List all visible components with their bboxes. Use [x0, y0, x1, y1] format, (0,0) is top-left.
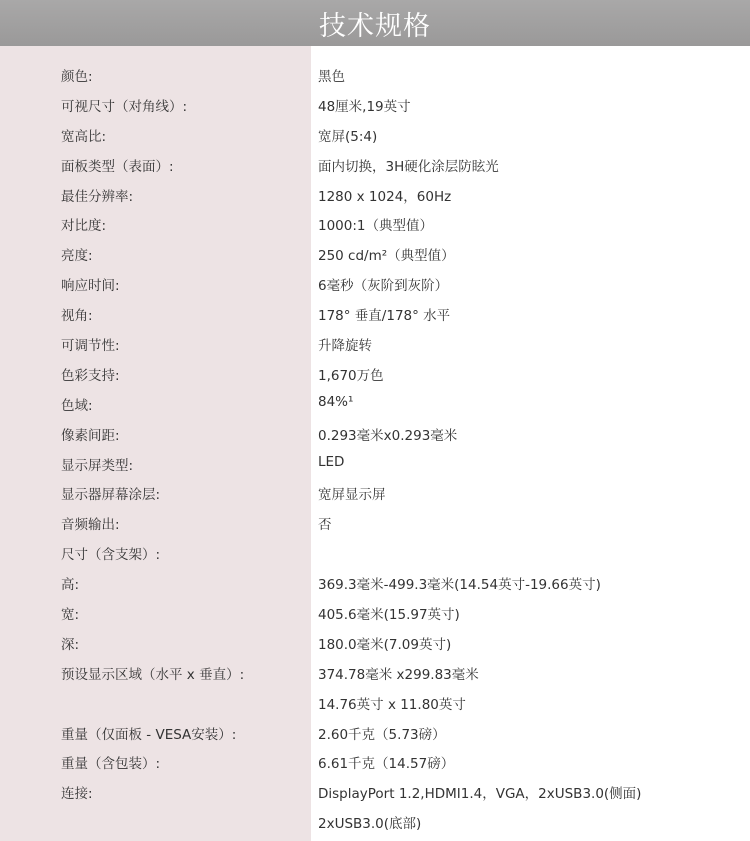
spec-value: 否 — [318, 517, 332, 534]
spec-label: 亮度: — [61, 248, 93, 265]
spec-label: 宽: — [61, 607, 80, 624]
spec-value: 2xUSB3.0(底部) — [318, 816, 422, 833]
spec-row — [0, 567, 750, 597]
spec-row — [0, 627, 750, 657]
header-bar — [0, 0, 750, 46]
spec-label: 深: — [61, 636, 80, 653]
spec-label: 预设显示区域（水平 x 垂直）: — [61, 666, 245, 683]
spec-label: 色域: — [61, 397, 93, 414]
spec-value: 374.78毫米 x299.83毫米 — [318, 666, 479, 683]
spec-value: 84%¹ — [318, 393, 354, 410]
spec-row — [0, 806, 750, 836]
spec-value: 48厘米,19英寸 — [318, 98, 411, 115]
spec-value: 升降旋转 — [318, 338, 372, 355]
spec-label: 重量（含包装）: — [61, 756, 161, 773]
spec-row — [0, 448, 750, 478]
spec-value: 14.76英寸 x 11.80英寸 — [318, 696, 466, 713]
spec-row — [0, 149, 750, 179]
spec-row — [0, 298, 750, 328]
spec-label: 响应时间: — [61, 278, 120, 295]
spec-label: 可调节性: — [61, 338, 120, 355]
spec-value: 178° 垂直/178° 水平 — [318, 308, 451, 325]
spec-label: 显示器屏幕涂层: — [61, 487, 161, 504]
spec-value: 1280 x 1024，60Hz — [318, 188, 452, 205]
spec-row — [0, 657, 750, 687]
spec-row — [0, 418, 750, 448]
spec-value: 黑色 — [318, 69, 345, 85]
spec-value: 面内切换，3H硬化涂层防眩光 — [318, 158, 499, 175]
spec-value: 0.293毫米x0.293毫米 — [318, 427, 458, 444]
spec-label: 对比度: — [61, 218, 107, 235]
spec-row — [0, 537, 750, 567]
spec-row — [0, 776, 750, 806]
spec-value: LED — [318, 453, 345, 470]
spec-row — [0, 388, 750, 418]
spec-label: 像素间距: — [61, 427, 120, 444]
spec-row — [0, 507, 750, 537]
spec-label: 可视尺寸（对角线）: — [61, 98, 188, 115]
spec-label: 高: — [61, 577, 80, 594]
spec-value: DisplayPort 1.2,HDMI1.4，VGA，2xUSB3.0(侧面) — [318, 786, 642, 803]
spec-value: 250 cd/m²（典型值） — [318, 248, 455, 265]
spec-label: 色彩支持: — [61, 367, 120, 384]
spec-row — [0, 59, 750, 89]
spec-label: 音频输出: — [61, 517, 120, 534]
spec-row — [0, 179, 750, 209]
spec-value: 1,670万色 — [318, 367, 384, 384]
spec-row — [0, 89, 750, 119]
spec-row — [0, 358, 750, 388]
spec-value: 6毫秒（灰阶到灰阶） — [318, 278, 449, 295]
spec-label: 最佳分辨率: — [61, 188, 134, 205]
spec-value: 405.6毫米(15.97英寸) — [318, 607, 460, 624]
spec-value: 180.0毫米(7.09英寸) — [318, 636, 452, 653]
spec-table — [0, 59, 750, 836]
spec-label: 尺寸（含支架）: — [61, 547, 161, 564]
spec-label: 面板类型（表面）: — [61, 158, 174, 175]
spec-value: 宽屏显示屏 — [318, 487, 386, 504]
spec-row — [0, 717, 750, 747]
spec-row — [0, 746, 750, 776]
spec-row — [0, 119, 750, 149]
spec-value: 1000:1（典型值） — [318, 218, 433, 235]
spec-value: 6.61千克（14.57磅） — [318, 756, 455, 773]
spec-label: 视角: — [61, 308, 93, 325]
spec-value: 2.60千克（5.73磅） — [318, 726, 446, 743]
spec-label: 显示屏类型: — [61, 457, 134, 474]
spec-label: 重量（仅面板 - VESA安装）: — [61, 726, 237, 743]
spec-row — [0, 268, 750, 298]
spec-row — [0, 597, 750, 627]
spec-row — [0, 477, 750, 507]
spec-label: 颜色: — [61, 69, 93, 85]
page-title: 技术规格 — [319, 10, 431, 42]
spec-row — [0, 687, 750, 717]
spec-row — [0, 238, 750, 268]
spec-label: 连接: — [61, 786, 93, 803]
spec-row — [0, 208, 750, 238]
spec-value: 宽屏(5:4) — [318, 128, 378, 145]
spec-label: 宽高比: — [61, 128, 107, 145]
spec-row — [0, 328, 750, 358]
spec-value: 369.3毫米-499.3毫米(14.54英寸-19.66英寸) — [318, 577, 601, 594]
